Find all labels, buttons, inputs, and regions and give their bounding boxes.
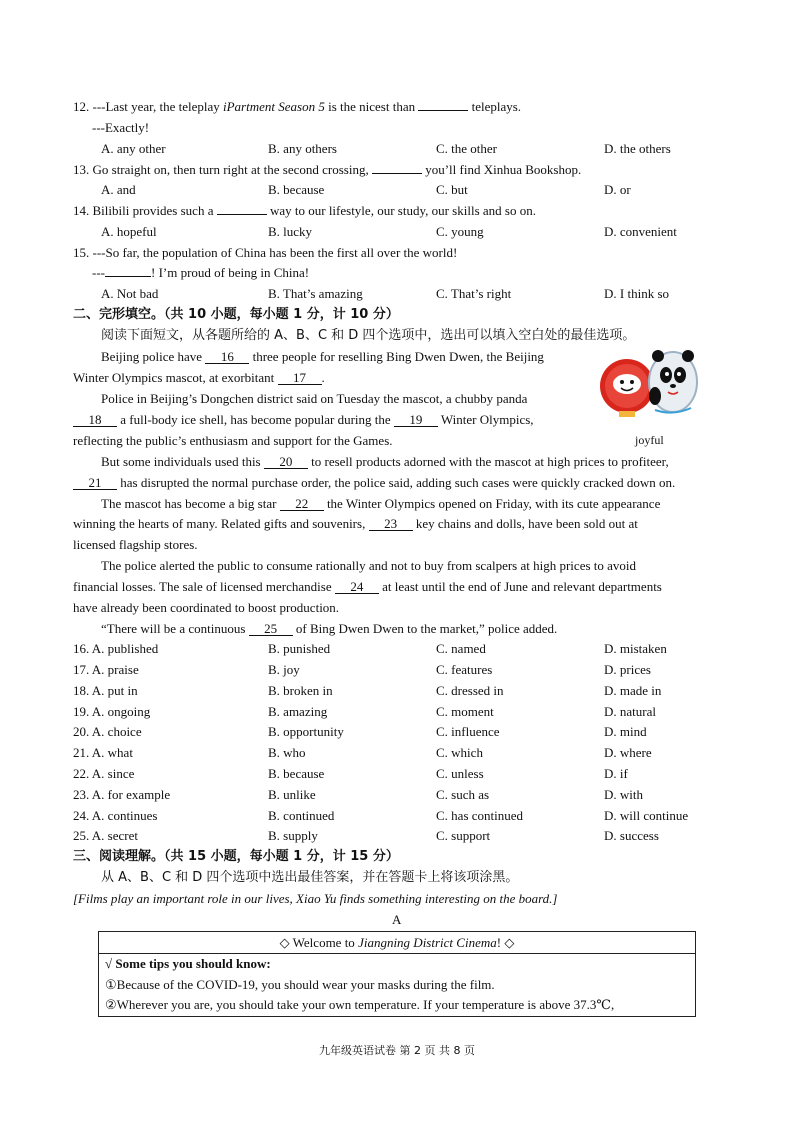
cloze-17-option-b: B. joy xyxy=(268,662,300,677)
cloze-23-option-b: B. unlike xyxy=(268,787,316,802)
q13-option-c: C. but xyxy=(436,182,468,197)
cloze-20-option-a: 20. A. choice xyxy=(73,724,142,739)
cloze-22-option-d: D. if xyxy=(604,766,628,781)
q14-stem: 14. Bilibili provides such a xyxy=(73,203,217,218)
reading-intro-text: [Films play an important role in our lives, Xiao Yu finds something interesting on the board.] xyxy=(73,891,558,906)
table-title xyxy=(99,932,695,954)
cloze-19-option-a: 19. A. ongoing xyxy=(73,704,151,719)
cloze-text: to resell products adorned with the mascot at high prices to profiteer, xyxy=(307,454,669,469)
table-title-prefix: ◇ Welcome to xyxy=(279,935,359,950)
cloze-25-option-b: B. supply xyxy=(268,828,318,843)
q15-reply xyxy=(92,265,309,281)
cloze-text: The mascot has become a big star xyxy=(101,496,280,511)
cloze-21-option-a: 21. A. what xyxy=(73,745,133,760)
cloze-23-option-d: D. with xyxy=(604,787,643,802)
q15-option-d: D. I think so xyxy=(604,286,669,301)
question-14 xyxy=(73,203,536,219)
q13-option-a: A. and xyxy=(101,182,136,197)
cloze-text: Beijing police have xyxy=(101,349,206,364)
q12-stem-mid: is the nicest than xyxy=(324,99,419,114)
cloze-19-option-b: B. amazing xyxy=(268,704,328,719)
cloze-21-option-c: C. which xyxy=(436,745,483,760)
q12-stem-end: teleplays. xyxy=(468,99,522,114)
q15-reply-text: ! I’m proud of being in China! xyxy=(151,265,310,280)
q14-option-a: A. hopeful xyxy=(101,224,157,239)
cloze-line xyxy=(73,516,638,532)
question-13 xyxy=(73,162,581,178)
cloze-line: have already been coordinated to boost production. xyxy=(73,600,340,615)
q13-stem: 13. Go straight on, then turn right at the second crossing, xyxy=(73,162,372,177)
cloze-blank-19: 19 xyxy=(394,413,438,427)
cloze-16-option-b: B. punished xyxy=(268,641,331,656)
q13-option-b: B. because xyxy=(268,182,325,197)
cinema-notice-table xyxy=(98,931,696,1017)
cloze-text: But some individuals used this xyxy=(101,454,264,469)
cloze-19-option-d: D. natural xyxy=(604,704,656,719)
cloze-text: key chains and dolls, have been sold out at xyxy=(412,516,638,531)
cloze-text: financial losses. The sale of licensed merchandise xyxy=(73,579,335,594)
cloze-24-option-b: B. continued xyxy=(268,808,335,823)
cloze-23-option-c: C. such as xyxy=(436,787,490,802)
passage-label: A xyxy=(392,912,402,927)
q12-stem: 12. ---Last year, the teleplay xyxy=(73,99,223,114)
cloze-17-option-d: D. prices xyxy=(604,662,651,677)
cloze-text: at least until the end of June and relevant departments xyxy=(378,579,662,594)
tip-1: ①Because of the COVID-19, you should wear your masks during the film. xyxy=(105,977,495,992)
cloze-line xyxy=(101,496,660,512)
reading-intro xyxy=(73,891,558,907)
cloze-blank-22: 22 xyxy=(280,497,324,511)
cloze-22-option-c: C. unless xyxy=(436,766,484,781)
page-footer: 九年级英语试卷 第 2 页 共 8 页 xyxy=(319,1044,475,1057)
section-3-heading: 三、阅读理解。（共 15 小题，每小题 1 分，计 15 分） xyxy=(73,849,399,864)
q15-option-a: A. Not bad xyxy=(101,286,159,301)
cloze-blank-17: 17 xyxy=(278,371,322,385)
cloze-18-option-c: C. dressed in xyxy=(436,683,504,698)
cloze-blank-18: 18 xyxy=(73,413,117,427)
cloze-25-option-c: C. support xyxy=(436,828,491,843)
table-title-suffix: ! ◇ xyxy=(496,935,515,950)
cloze-line: The police alerted the public to consume rationally and not to buy from scalpers at high prices to avoid xyxy=(101,558,637,573)
cloze-25-option-a: 25. A. secret xyxy=(73,828,138,843)
cloze-18-option-b: B. broken in xyxy=(268,683,333,698)
cloze-20-option-b: B. opportunity xyxy=(268,724,344,739)
cloze-blank-25: 25 xyxy=(249,622,293,636)
cloze-21-option-b: B. who xyxy=(268,745,306,760)
q14-option-b: B. lucky xyxy=(268,224,313,239)
cloze-blank-21: 21 xyxy=(73,476,117,490)
cloze-18-option-d: D. made in xyxy=(604,683,662,698)
q12-option-b: B. any others xyxy=(268,141,337,156)
q15-option-b: B. That’s amazing xyxy=(268,286,363,301)
answer-blank xyxy=(418,110,468,111)
cloze-line: Police in Beijing’s Dongchen district said on Tuesday the mascot, a chubby panda xyxy=(101,391,528,406)
cloze-line: reflecting the public’s enthusiasm and support for the Games. xyxy=(73,433,393,448)
cloze-text: three people for reselling Bing Dwen Dwen, the Beijing xyxy=(249,349,544,364)
cloze-16-option-d: D. mistaken xyxy=(604,641,667,656)
cloze-16-option-c: C. named xyxy=(436,641,486,656)
cloze-line xyxy=(101,454,669,470)
answer-blank xyxy=(217,214,267,215)
image-caption: joyful xyxy=(635,433,664,447)
question-15: 15. ---So far, the population of China has been the first all over the world! xyxy=(73,245,458,260)
cloze-text: winning the hearts of many. Related gifts and souvenirs, xyxy=(73,516,369,531)
q14-option-c: C. young xyxy=(436,224,484,239)
cloze-line: licensed flagship stores. xyxy=(73,537,198,552)
cloze-24-option-c: C. has continued xyxy=(436,808,524,823)
cloze-text: of Bing Dwen Dwen to the market,” police added. xyxy=(292,621,558,636)
cloze-line xyxy=(73,370,325,386)
cloze-line xyxy=(73,412,534,428)
q12-option-c: C. the other xyxy=(436,141,498,156)
question-12 xyxy=(73,99,521,115)
cloze-text: Winter Olympics, xyxy=(437,412,534,427)
mascot-illustration xyxy=(597,348,705,447)
cinema-name: Jiangning District Cinema xyxy=(358,935,497,950)
q14-option-d: D. convenient xyxy=(604,224,677,239)
q13-stem-end: you’ll find Xinhua Bookshop. xyxy=(421,162,582,177)
section-3-instruction: 从 A、B、C 和 D 四个选项中选出最佳答案，并在答题卡上将该项涂黑。 xyxy=(101,870,519,885)
cloze-21-option-d: D. where xyxy=(604,745,652,760)
section-2-heading: 二、完形填空。（共 10 小题，每小题 1 分，计 10 分） xyxy=(73,307,399,322)
cloze-24-option-a: 24. A. continues xyxy=(73,808,158,823)
cloze-24-option-d: D. will continue xyxy=(604,808,689,823)
cloze-17-option-c: C. features xyxy=(436,662,493,677)
q15-reply-dash: --- xyxy=(92,265,105,280)
cloze-text: has disrupted the normal purchase order, the police said, adding such cases were quickly cracked down on. xyxy=(117,475,676,490)
cloze-line xyxy=(73,579,662,595)
q15-option-c: C. That’s right xyxy=(436,286,512,301)
q12-option-d: D. the others xyxy=(604,141,671,156)
cloze-text: the Winter Olympics opened on Friday, with its cute appearance xyxy=(323,496,661,511)
cloze-blank-23: 23 xyxy=(369,517,413,531)
cloze-17-option-a: 17. A. praise xyxy=(73,662,139,677)
q12-reply: ---Exactly! xyxy=(92,120,150,135)
cloze-blank-20: 20 xyxy=(264,455,308,469)
cloze-text: “There will be a continuous xyxy=(101,621,249,636)
q12-title: iPartment Season 5 xyxy=(223,99,325,114)
q13-option-d: D. or xyxy=(604,182,631,197)
cloze-line xyxy=(101,349,544,365)
cloze-text: . xyxy=(321,370,325,385)
cloze-22-option-a: 22. A. since xyxy=(73,766,135,781)
q12-option-a: A. any other xyxy=(101,141,166,156)
cloze-19-option-c: C. moment xyxy=(436,704,494,719)
cloze-23-option-a: 23. A. for example xyxy=(73,787,171,802)
cloze-16-option-a: 16. A. published xyxy=(73,641,159,656)
cloze-blank-24: 24 xyxy=(335,580,379,594)
cloze-20-option-d: D. mind xyxy=(604,724,647,739)
cloze-text: Winter Olympics mascot, at exorbitant xyxy=(73,370,278,385)
cloze-22-option-b: B. because xyxy=(268,766,325,781)
cloze-25-option-d: D. success xyxy=(604,828,659,843)
cloze-line xyxy=(101,621,557,637)
tip-2: ②Wherever you are, you should take your own temperature. If your temperature is above 37.3℃, xyxy=(105,997,615,1012)
cloze-line xyxy=(73,475,675,491)
q14-stem-end: way to our lifestyle, our study, our skills and so on. xyxy=(266,203,536,218)
answer-blank xyxy=(105,276,151,277)
cloze-18-option-a: 18. A. put in xyxy=(73,683,138,698)
answer-blank xyxy=(372,173,422,174)
section-2-instruction: 阅读下面短文，从各题所给的 A、B、C 和 D 四个选项中，选出可以填入空白处的最佳选项。 xyxy=(101,328,636,343)
tips-heading: √ Some tips you should know: xyxy=(105,956,271,971)
cloze-blank-16: 16 xyxy=(205,350,249,364)
bing-dwen-dwen-image xyxy=(597,348,705,418)
cloze-20-option-c: C. influence xyxy=(436,724,500,739)
cloze-text: a full-body ice shell, has become popular during the xyxy=(117,412,394,427)
